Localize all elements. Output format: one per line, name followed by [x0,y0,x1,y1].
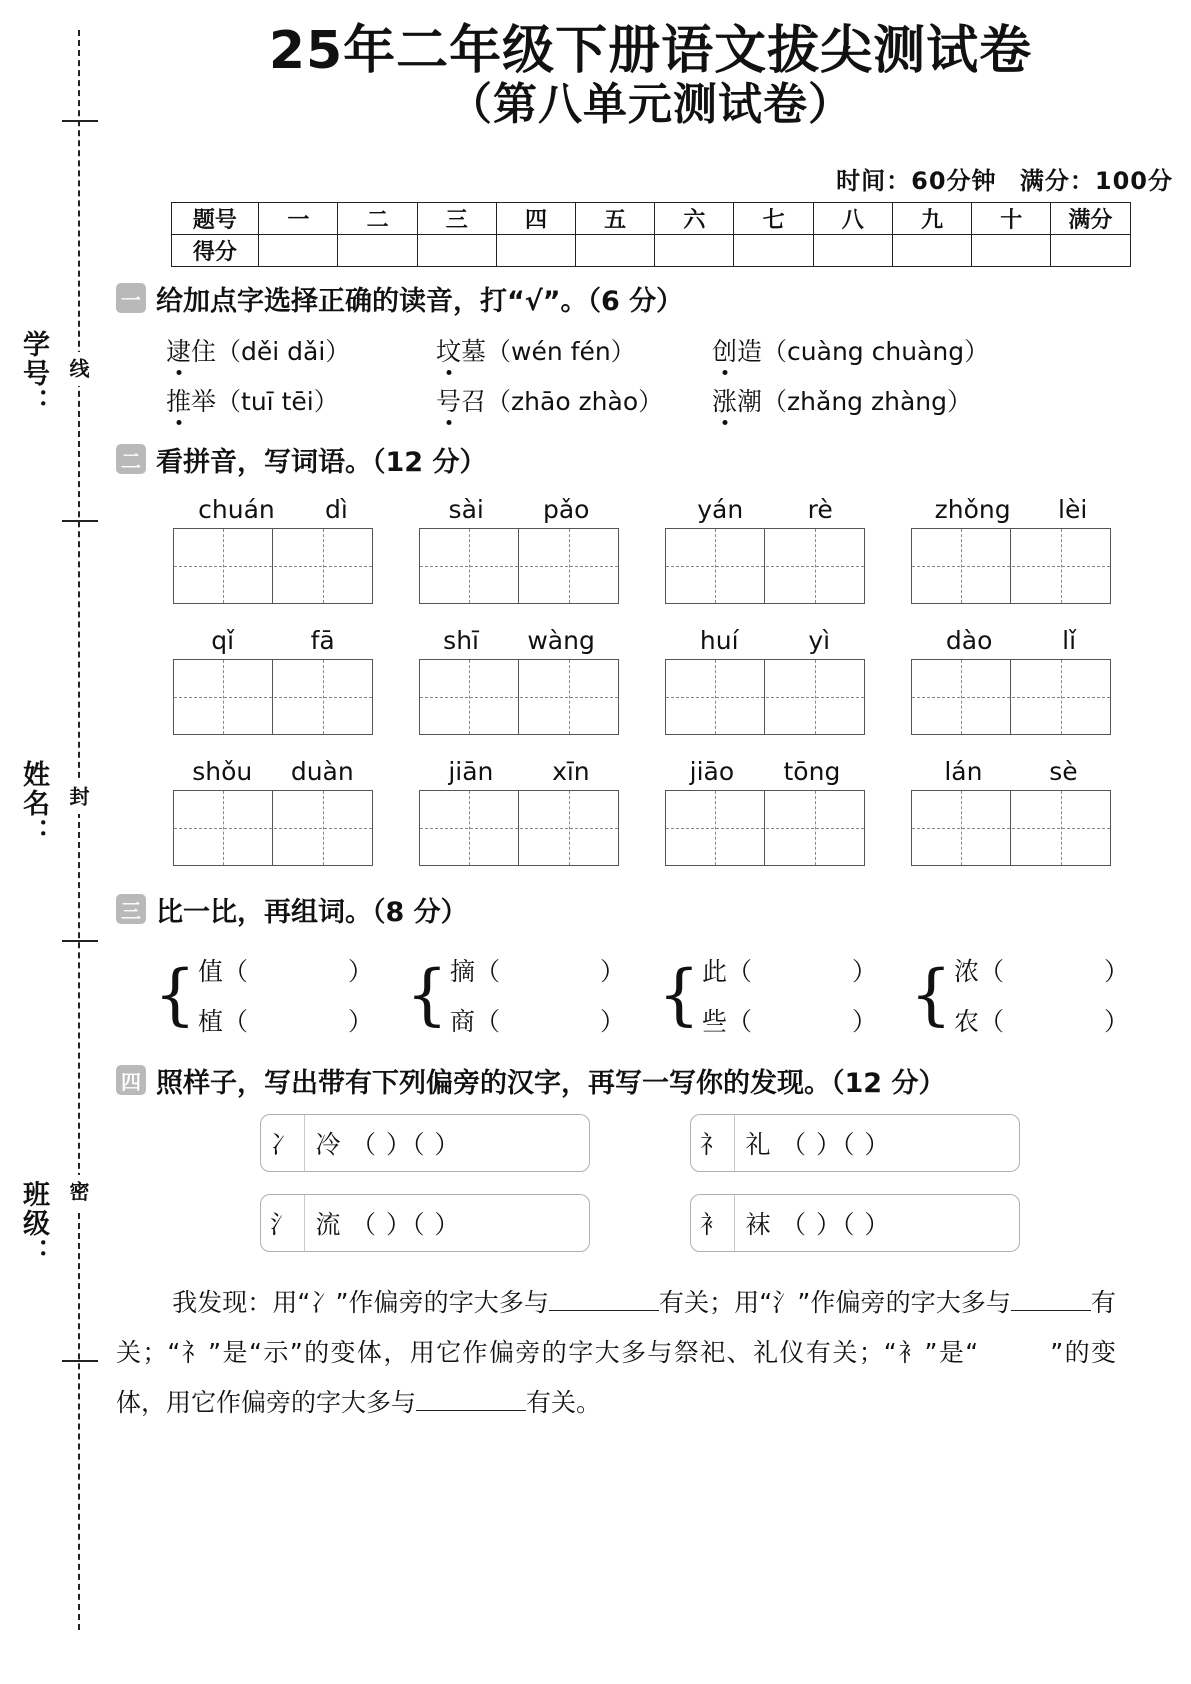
q2-word-slot [642,626,888,735]
q2-write-grid[interactable] [911,659,1111,735]
q1-item[interactable] [436,382,712,418]
section-heading-3 [116,890,1191,929]
score-entry-cell[interactable] [813,234,892,266]
exam-full-marks: 满分：100分 [1019,166,1173,195]
q2-pinyin [665,757,865,786]
score-col-9: 九 [892,202,971,234]
score-col-1: 一 [259,202,338,234]
q2-pinyin [419,757,619,786]
q2-write-grid[interactable] [419,790,619,866]
q3-char-open: 浓（ [954,956,1005,986]
q4-radical: 衤 [691,1195,735,1251]
discovery-text-1: 我发现：用“冫”作偏旁的字大多与 [172,1287,549,1317]
q1-options[interactable]: （tuī tēi） [216,386,339,416]
q3-line[interactable] [954,995,1129,1045]
q3-paren-close: ） [600,1006,626,1036]
section-heading-2 [116,440,1191,479]
q1-dotted-char: 逮 [166,336,192,366]
q2-write-grid[interactable] [173,659,373,735]
section-badge-4: 四 [116,1065,146,1095]
score-table-row-label: 题号 [171,202,259,234]
q2-syllable-1: zhǒng [934,494,1011,524]
score-col-6: 六 [655,202,734,234]
q2-syllable-1: chuán [198,494,275,524]
q4-row-2 [260,1194,1191,1252]
q4-example-char: 袜 [745,1209,771,1239]
q2-pinyin [911,757,1111,786]
section-badge-2: 二 [116,444,146,474]
q4-answer-blanks[interactable]: （ ）（ ） [351,1129,461,1159]
q3-char-open: 农（ [954,1006,1005,1036]
q2-write-grid[interactable] [665,790,865,866]
q3-char-open: 摘（ [450,956,501,986]
q3-line[interactable] [198,945,373,995]
q1-dotted-char: 创 [712,336,738,366]
score-entry-cell[interactable] [338,234,417,266]
discovery-text-7: 有关。 [526,1387,602,1417]
q3-paren-close: ） [852,956,878,986]
score-entry-cell[interactable] [734,234,813,266]
q3-line[interactable] [198,995,373,1045]
q2-word-slot [888,495,1134,604]
q4-radical: 冫 [261,1115,305,1171]
section-badge-3: 三 [116,894,146,924]
q1-options[interactable]: （děi dǎi） [216,336,351,366]
q2-row-2 [150,626,1191,735]
q3-char-open: 些（ [702,1006,753,1036]
discovery-text-4: 有关；“礻”是“示”的变体，用它作偏旁的字大多与祭祀、礼仪有 [116,1287,1116,1367]
score-table-row-label: 得分 [171,234,259,266]
q3-pair-group [658,945,910,1045]
q2-word-slot [150,757,396,866]
score-entry-cell[interactable] [972,234,1051,266]
q4-answer-blanks[interactable]: （ ）（ ） [781,1129,891,1159]
q3-line[interactable] [702,945,877,995]
score-entry-cell[interactable] [576,234,655,266]
discovery-text-2: 有关；用“氵”作偏旁的字大 [658,1287,961,1317]
score-col-10: 十 [972,202,1051,234]
q2-syllable-2: lèi [1058,494,1088,524]
sealing-margin [0,0,110,1684]
discovery-blank-1[interactable] [549,1310,659,1311]
discovery-blank-4[interactable] [416,1410,526,1411]
score-entry-cell[interactable] [1051,234,1130,266]
q3-pair-group [154,945,406,1045]
seal-word-feng: 封 [64,780,93,814]
exam-time: 时间：60分钟 [836,166,997,195]
q2-pinyin [419,495,619,524]
brace-icon: { [910,955,952,1033]
q2-syllable-2: sè [1049,756,1078,786]
q2-syllable-2: lǐ [1062,625,1077,655]
q2-pinyin [173,495,373,524]
q2-word-slot [396,757,642,866]
q3-line[interactable] [954,945,1129,995]
seal-line-segment [62,1360,98,1362]
q2-word-slot [150,626,396,735]
q1-word-rest: 潮 [737,386,763,416]
q2-pinyin [419,626,619,655]
section-title-3: 比一比，再组词。（8 分） [156,896,468,928]
q1-word-rest: 召 [461,386,487,416]
q3-char-open: 植（ [198,1006,249,1036]
seal-word-xian: 线 [64,352,93,386]
q4-radical-box[interactable] [260,1114,590,1172]
q4-example-char: 冷 [315,1129,341,1159]
q1-dotted-char: 涨 [712,386,738,416]
q2-write-grid[interactable] [665,659,865,735]
q2-word-slot [642,495,888,604]
q2-syllable-2: tōng [783,756,841,786]
q2-write-grid[interactable] [173,790,373,866]
q2-write-grid[interactable] [419,659,619,735]
discovery-blank-2[interactable] [1011,1310,1091,1311]
title-main: 25年二年级下册语文拔尖测试卷 [268,21,1033,81]
student-class-label: 班级： [18,1180,49,1267]
q3-line[interactable] [702,995,877,1045]
q1-item[interactable] [436,332,712,368]
q1-options[interactable]: （zhǎng zhàng） [762,386,972,416]
q2-syllable-1: lán [944,756,983,786]
q2-syllable-1: shǒu [192,756,253,786]
brace-icon: { [154,955,196,1033]
seal-word-mi: 密 [64,1175,93,1209]
score-col-2: 二 [338,202,417,234]
q3-paren-close: ） [600,956,626,986]
q2-write-grid[interactable] [911,528,1111,604]
q3-paren-close: ） [852,1006,878,1036]
section-heading-1 [116,279,1191,318]
q3-paren-close: ） [348,1006,374,1036]
q1-options[interactable]: （wén fén） [486,336,636,366]
q2-syllable-2: wàng [527,625,595,655]
q3-line[interactable] [450,945,625,995]
section-title-4: 照样子，写出带有下列偏旁的汉字，再写一写你的发现。（12 分） [156,1067,946,1099]
title-sub: （第八单元测试卷） [448,79,853,131]
q2-word-slot [396,626,642,735]
score-col-total: 满分 [1051,202,1130,234]
q2-pinyin [911,626,1111,655]
q3-char-open: 值（ [198,956,249,986]
q4-example-char: 礼 [745,1129,771,1159]
q2-syllable-2: dì [325,494,348,524]
q4-radical-box[interactable] [690,1194,1020,1252]
q3-pair-group [406,945,658,1045]
q2-word-slot [396,495,642,604]
q3-paren-close: ） [1104,956,1130,986]
q2-syllable-2: duàn [290,756,354,786]
section-heading-4 [116,1061,1191,1100]
score-table-entry-row [171,234,1130,266]
q2-write-grid[interactable] [419,528,619,604]
q2-word-slot [888,757,1134,866]
q2-syllable-1: huí [699,625,739,655]
q1-dotted-char: 推 [166,386,192,416]
seal-line-segment [62,940,98,942]
q3-line[interactable] [450,995,625,1045]
q4-answer-blanks[interactable]: （ ）（ ） [351,1209,461,1239]
student-name-label: 姓名： [18,760,49,847]
q2-syllable-1: qǐ [211,625,235,655]
score-entry-cell[interactable] [655,234,734,266]
score-entry-cell[interactable] [892,234,971,266]
q2-syllable-2: fā [310,625,335,655]
q2-pinyin [911,495,1111,524]
q2-write-grid[interactable] [911,790,1111,866]
score-table [171,202,1131,267]
section-badge-1: 一 [116,283,146,313]
q1-row-2 [166,382,1191,418]
q4-radical-box[interactable] [690,1114,1020,1172]
q3-char-open: 此（ [702,956,753,986]
q2-pinyin [173,757,373,786]
q4-discovery-paragraph [116,1278,1116,1428]
discovery-text-6: ”的变体，用它作偏旁的字大多与 [116,1337,1117,1417]
brace-icon: { [658,955,700,1033]
q1-word-rest: 墓 [461,336,487,366]
score-col-7: 七 [734,202,813,234]
q1-word-rest: 造 [737,336,763,366]
q2-write-grid[interactable] [665,528,865,604]
score-col-4: 四 [496,202,575,234]
discovery-text-5: 关；“衤”是“ [832,1337,979,1367]
score-col-5: 五 [576,202,655,234]
q1-item[interactable] [166,382,436,418]
q4-radical: 氵 [261,1195,305,1251]
q2-word-slot [150,495,396,604]
q1-options[interactable]: （zhāo zhào） [486,386,664,416]
q3-rows [154,945,1191,1045]
exam-meta [110,161,1191,196]
q1-dotted-char: 号 [436,386,462,416]
section-title-2: 看拼音，写词语。（12 分） [156,446,487,478]
q4-example-char: 流 [315,1209,341,1239]
score-entry-cell[interactable] [259,234,338,266]
q3-pair-group [910,945,1162,1045]
q2-syllable-2: pǎo [542,494,590,524]
q4-answer-blanks[interactable]: （ ）（ ） [781,1209,891,1239]
section-title-1: 给加点字选择正确的读音，打“√”。（6 分） [156,285,684,317]
q2-syllable-1: jiān [448,756,494,786]
seal-line-segment [62,520,98,522]
q1-item[interactable] [712,382,1042,418]
q2-syllable-2: xīn [552,756,590,786]
q1-word-rest: 住 [191,336,217,366]
student-id-label: 学号： [18,330,49,417]
q2-word-slot [642,757,888,866]
q3-paren-close: ） [348,956,374,986]
q2-pinyin [665,626,865,655]
q1-row-1 [166,332,1191,368]
q1-options[interactable]: （cuàng chuàng） [762,336,990,366]
seal-dashed-line [78,30,80,1630]
brace-icon: { [406,955,448,1033]
score-entry-cell[interactable] [417,234,496,266]
q2-word-slot [888,626,1134,735]
q4-radical: 礻 [691,1115,735,1171]
q2-row-1 [150,495,1191,604]
q2-write-grid[interactable] [173,528,373,604]
q1-item[interactable] [166,332,436,368]
q3-paren-close: ） [1104,1006,1130,1036]
q2-pinyin [665,495,865,524]
q1-word-rest: 举 [191,386,217,416]
score-col-3: 三 [417,202,496,234]
q2-syllable-1: yán [697,494,744,524]
exam-page [110,0,1191,1684]
q2-syllable-1: jiāo [689,756,735,786]
seal-line-segment [62,120,98,122]
score-col-8: 八 [813,202,892,234]
q3-char-open: 商（ [450,1006,501,1036]
score-table-header-row [171,202,1130,234]
q2-syllable-2: rè [807,494,833,524]
q1-item[interactable] [712,332,1042,368]
score-entry-cell[interactable] [496,234,575,266]
discovery-text-3: 多与 [960,1287,1011,1317]
q2-syllable-1: dào [945,625,993,655]
q1-dotted-char: 坟 [436,336,462,366]
q2-syllable-1: sài [448,494,484,524]
page-title [110,0,1191,131]
q2-syllable-2: yì [808,625,831,655]
q4-radical-box[interactable] [260,1194,590,1252]
q4-row-1 [260,1114,1191,1172]
q2-syllable-1: shī [443,625,479,655]
q2-pinyin [173,626,373,655]
q2-row-3 [150,757,1191,866]
